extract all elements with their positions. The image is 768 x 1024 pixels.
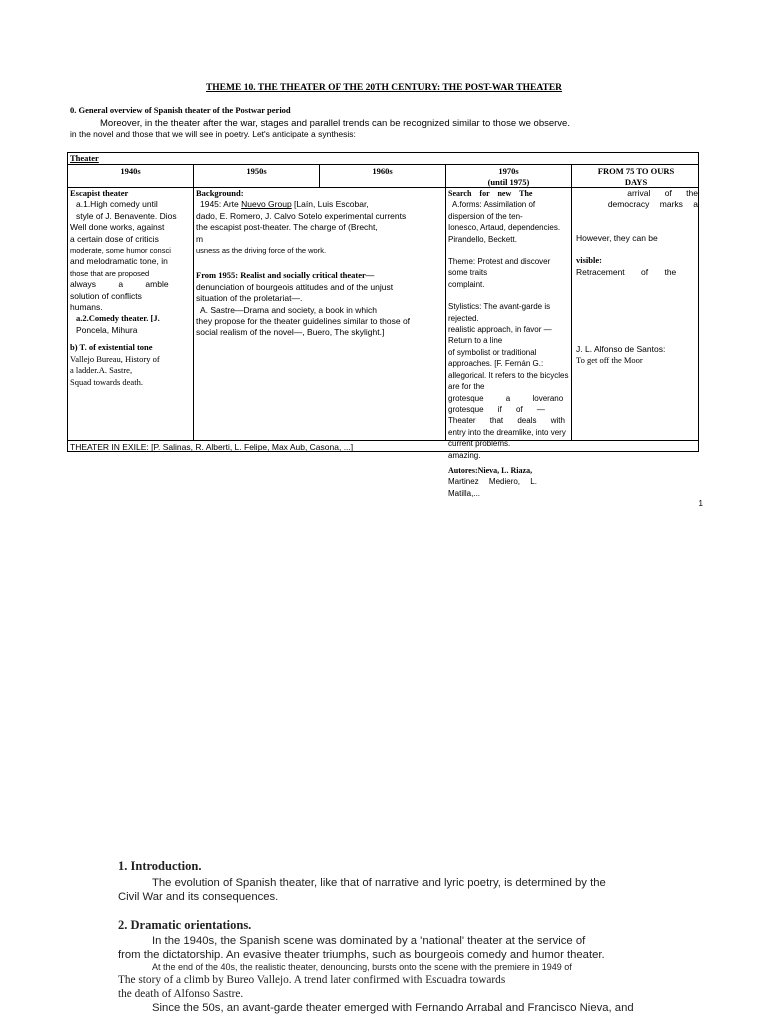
- column-header: 1950s: [246, 166, 267, 176]
- intro-line: Moreover, in the theater after the war, stages and parallel trends can be recognized similar to those we observe.: [100, 118, 570, 129]
- table-divider: [68, 440, 698, 441]
- table-cell-from-75: arrival of the democracy marks a However, they can be visible: Retracement of the J. L. Alfonso de Santos: To get off the Moor: [576, 188, 698, 366]
- table-label: Theater: [70, 153, 99, 163]
- column-divider: [193, 165, 194, 440]
- paragraph-dramatic: In the 1940s, the Spanish scene was dominated by a 'national' theater at the service of from the dictatorship. An evasive theater triumphs, such as bourgeois comedy and humor theater. At the end of the 40s, the realistic theater, denouncing, bursts onto the scene with the premiere in 1949 of The story of a climb by Bureo Vallejo. A trend later confirmed with Escuadra towards the death of Alfonso Sastre. Since the 50s, an avant-garde theater emerged with Fernando Arrabal and Francisco Nieva, and: [118, 935, 634, 1014]
- heading-introduction: 1. Introduction.: [118, 859, 202, 873]
- theater-table: [67, 152, 699, 498]
- column-header: FROM 75 TO OURS DAYS: [597, 166, 675, 187]
- paragraph-introduction: The evolution of Spanish theater, like that of narrative and lyric poetry, is determined by the Civil War and its consequences.: [118, 877, 606, 903]
- page-number: 1: [698, 499, 703, 508]
- intro-line: in the novel and those that we will see in poetry. Let's anticipate a synthesis:: [70, 129, 356, 139]
- document-title: THEME 10. THE THEATER OF THE 20TH CENTURY: THE POST-WAR THEATER: [205, 83, 563, 93]
- exile-row: THEATER IN EXILE: [P. Salinas, R. Alberti, L. Felipe, Max Aub, Casona, ...]: [70, 442, 354, 452]
- column-header: 1940s: [120, 166, 141, 176]
- heading-dramatic-orientations: 2. Dramatic orientations.: [118, 918, 252, 932]
- section-heading: 0. General overview of Spanish theater of the Postwar period: [70, 105, 291, 115]
- column-header: 1970s (until 1975): [487, 166, 530, 187]
- column-divider: [571, 165, 572, 440]
- table-cell-1970s: Search for new The A.forms: Assimilation of dispersion of the ten- Ionesco, Artaud, dependencies. Pirandello, Beckett. Theme: Protest and discover some traits complaint. Stylistics: The avant-garde is rejected. realistic approach, in favor —Return to a line of symbolist or traditional approaches. [F. Fernán G.: allegorical. It refers to the bicycles are for the grotesque a loverano grotesque if of —Theater that deals with entry into the dreamlike, into very current problems. amazing. Autores:Nieva, L. Riaza, Martinez Mediero, L. Matilla,...: [448, 189, 569, 498]
- table-cell-1940s: Escapist theater a.1.High comedy until style of J. Benavente. Dios Well done works, against a certain dose of criticis moderate, some humor consci and melodramatic tone, in those that are proposed always a amble solution of conflicts humans. a.2.Comedy theater. [J. Poncela, Mihura b) T. of existential tone Vallejo Bureau, History of a ladder.A. Sastre, Squad towards death.: [70, 188, 177, 387]
- table-divider: [68, 164, 698, 165]
- table-cell-1950s-1960s: Background: 1945: Arte Nuevo Group [Laín, Luis Escobar, dado, E. Romero, J. Calvo Sotelo experimental currents the escapist post-theater. The charge of (Brecht, m usness as the driving force of the work. From 1955: Realist and socially critical theater— denunciation of bourgeois attitudes and of the unjust situation of the proletariat—. A. Sastre—Drama and society, a book in which they propose for the theater guidelines similar to those of social realism of the novel—, Buero, The skylight.]: [196, 188, 411, 338]
- column-header: 1960s: [372, 166, 393, 176]
- column-divider: [445, 165, 446, 440]
